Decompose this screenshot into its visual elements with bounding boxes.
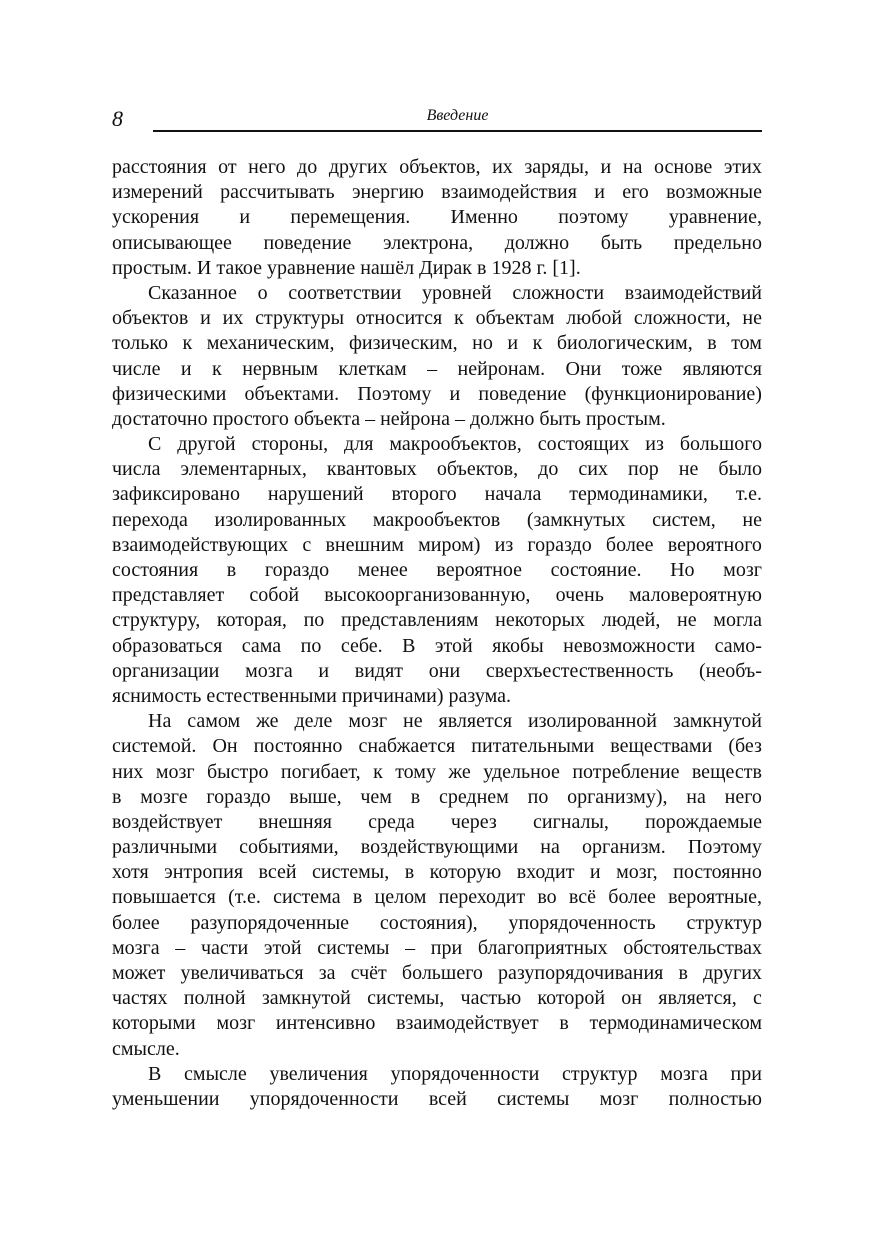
text-line: числе и к нервным клеткам – нейронам. Они тоже являются: [112, 357, 762, 380]
text-line: уменьшении упорядоченности всей системы мозг полностью: [112, 1087, 762, 1110]
text-line: представляет собой высокоорганизованную, очень маловероятную: [112, 584, 762, 607]
text-line: воздействует внешняя среда через сигналы, порождаемые: [112, 810, 762, 833]
text-line: физическими объектами. Поэтому и поведение (функционирование): [112, 382, 762, 405]
text-line: системой. Он постоянно снабжается питательными веществами (без: [112, 735, 762, 758]
text-line: образоваться сама по себе. В этой якобы невозможности само-: [112, 634, 762, 657]
text-line: мозга – части этой системы – при благоприятных обстоятельствах: [112, 936, 762, 959]
text-line: частях полной замкнутой системы, частью которой он является, с: [112, 987, 762, 1010]
text-line: них мозг быстро погибает, к тому же удельное потребление веществ: [112, 760, 762, 783]
text-line: достаточно простого объекта – нейрона – должно быть простым.: [112, 407, 666, 430]
text-line: перехода изолированных макрообъектов (замкнутых систем, не: [112, 508, 762, 531]
text-line: может увеличиваться за счёт большего разупорядочивания в других: [112, 962, 762, 984]
text-line: в мозге гораздо выше, чем в среднем по организму), на него: [112, 785, 762, 808]
text-line: состояния в гораздо менее вероятное состояние. Но мозг: [112, 559, 762, 581]
text-line: На самом же деле мозг не является изолированной замкнутой: [148, 710, 762, 733]
text-line: повышается (т.е. система в целом переходит во всё более вероятные,: [112, 886, 762, 909]
text-line: яснимость естественными причинами) разума.: [112, 684, 512, 707]
text-line: смысле.: [112, 1037, 180, 1060]
text-line: объектов и их структуры относится к объектам любой сложности, не: [112, 307, 762, 330]
text-line: простым. И такое уравнение нашёл Дирак в 1928 г. [1].: [112, 256, 581, 279]
text-line: зафиксировано нарушений второго начала термодинамики, т.е.: [112, 483, 762, 506]
body-text: [112, 155, 762, 1112]
text-line: взаимодействующих с внешним миром) из гораздо более вероятного: [112, 533, 762, 556]
text-line: описывающее поведение электрона, должно быть предельно: [112, 231, 762, 254]
header-rule: [153, 130, 762, 132]
text-line: ускорения и перемещения. Именно поэтому уравнение,: [112, 206, 762, 229]
page-number: 8: [112, 106, 123, 131]
text-line: более разупорядоченные состояния), упорядоченность структур: [112, 911, 762, 934]
running-title: Введение: [426, 107, 489, 124]
text-line: различными событиями, воздействующими на организм. Поэтому: [112, 836, 762, 859]
text-line: Сказанное о соответствии уровней сложности взаимодействий: [148, 281, 762, 304]
text-line: числа элементарных, квантовых объектов, до сих пор не было: [112, 458, 762, 481]
text-line: только к механическим, физическим, но и к биологическим, в том: [112, 332, 762, 355]
text-line: расстояния от него до других объектов, их заряды, и на основе этих: [112, 156, 762, 178]
text-line: организации мозга и видят они сверхъестественность (необъ-: [112, 659, 762, 682]
text-line: хотя энтропия всей системы, в которую входит и мозг, постоянно: [112, 861, 762, 884]
text-line: структуру, которая, по представлениям некоторых людей, не могла: [112, 609, 762, 632]
text-line: измерений рассчитывать энергию взаимодействия и его возможные: [112, 181, 762, 204]
text-line: С другой стороны, для макрообъектов, состоящих из большого: [148, 433, 762, 456]
text-line: В смысле увеличения упорядоченности структур мозга при: [148, 1062, 762, 1085]
text-line: которыми мозг интенсивно взаимодействует в термодинамическом: [112, 1012, 762, 1035]
